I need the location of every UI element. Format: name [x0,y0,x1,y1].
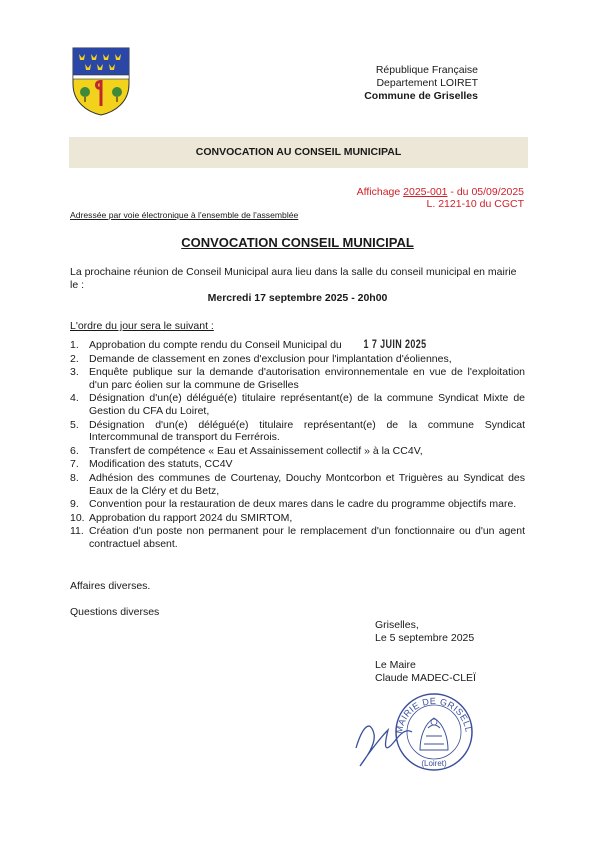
agenda-item: 7. Modification des statuts, CC4V [70,458,233,471]
agenda-item: 8. Adhésion des communes de Courtenay, Douchy Montcorbon et Triguères au Syndicat des Eaux de la Cléry et du Betz, [70,471,525,497]
agenda-item: 1. Approbation du compte rendu du Conseil Municipal du [70,339,342,351]
addressee-line: Adressée par voie électronique à l'ensemble de l'assemblée [70,210,299,220]
title-banner [69,137,528,168]
posting-prefix: Affichage [356,186,404,198]
affaires-diverses: Affaires diverses. [70,580,151,592]
agenda-item: 5. Désignation d'un(e) délégué(e) titulaire représentant(e) de la commune Syndicat Intercommunal de transport du Ferrérois. [70,418,525,444]
convocation-title: CONVOCATION CONSEIL MUNICIPAL [181,235,414,250]
agenda-item: 2. Demande de classement en zones d'exclusion pour l'implantation d'éoliennes, [70,352,452,365]
commune-crest-logo [71,46,131,116]
agenda-heading: L'ordre du jour sera le suivant : [70,320,214,332]
intro-paragraph: La prochaine réunion de Conseil Municipal aura lieu dans la salle du conseil municipal en mairie le : [70,266,517,291]
signature-name: Claude MADEC-CLEÏ [375,672,476,684]
seal-text: MAIRIE DE GRISELL [393,695,474,735]
meeting-date: Mercredi 17 septembre 2025 - 20h00 [207,292,388,304]
banner-title: CONVOCATION AU CONSEIL MUNICIPAL [195,146,402,158]
department-label: Departement LOIRET [376,77,478,89]
agenda-item: 10. Approbation du rapport 2024 du SMIRTOM, [70,511,293,524]
questions-diverses: Questions diverses [70,606,160,618]
republic-label: République Française [375,64,478,76]
agenda-item: 4. Désignation d'un(e) délégué(e) titulaire représentant(e) de la commune Syndicat Mixte de Gestion du CFA du Loiret, [70,392,525,417]
signature-role: Le Maire [375,659,416,671]
mayor-seal-stamp [354,688,484,776]
posting-date: - du 05/09/2025 [447,186,524,198]
posting-legal-reference: L. 2121-10 du CGCT [426,198,524,210]
agenda-item: 9. Convention pour la restauration de deux mares dans le cadre du programme objectifs mare. [70,498,517,511]
signature-date: Le 5 septembre 2025 [375,632,475,644]
agenda-item: 3. Enquête publique sur la demande d'autorisation environnementale en vue de l'exploitation d'un parc éolien sur la commune de Griselles [70,366,525,391]
commune-label: Commune de Griselles [364,90,478,102]
signature-place: Griselles, [375,619,419,631]
received-date-stamp: 1 7 JUIN 2025 [363,339,427,351]
seal-subtext: (Loiret) [421,759,447,768]
agenda-list [70,339,525,552]
posting-reference [357,186,524,198]
agenda-item: 6. Transfert de compétence « Eau et Assainissement collectif » à la CC4V, [70,444,423,457]
posting-number: 2025-001 [403,186,448,198]
agenda-item: 11. Création d'un poste non permanent pour le remplacement d'un fonctionnaire ou d'un agent contractuel absent. [70,525,525,550]
